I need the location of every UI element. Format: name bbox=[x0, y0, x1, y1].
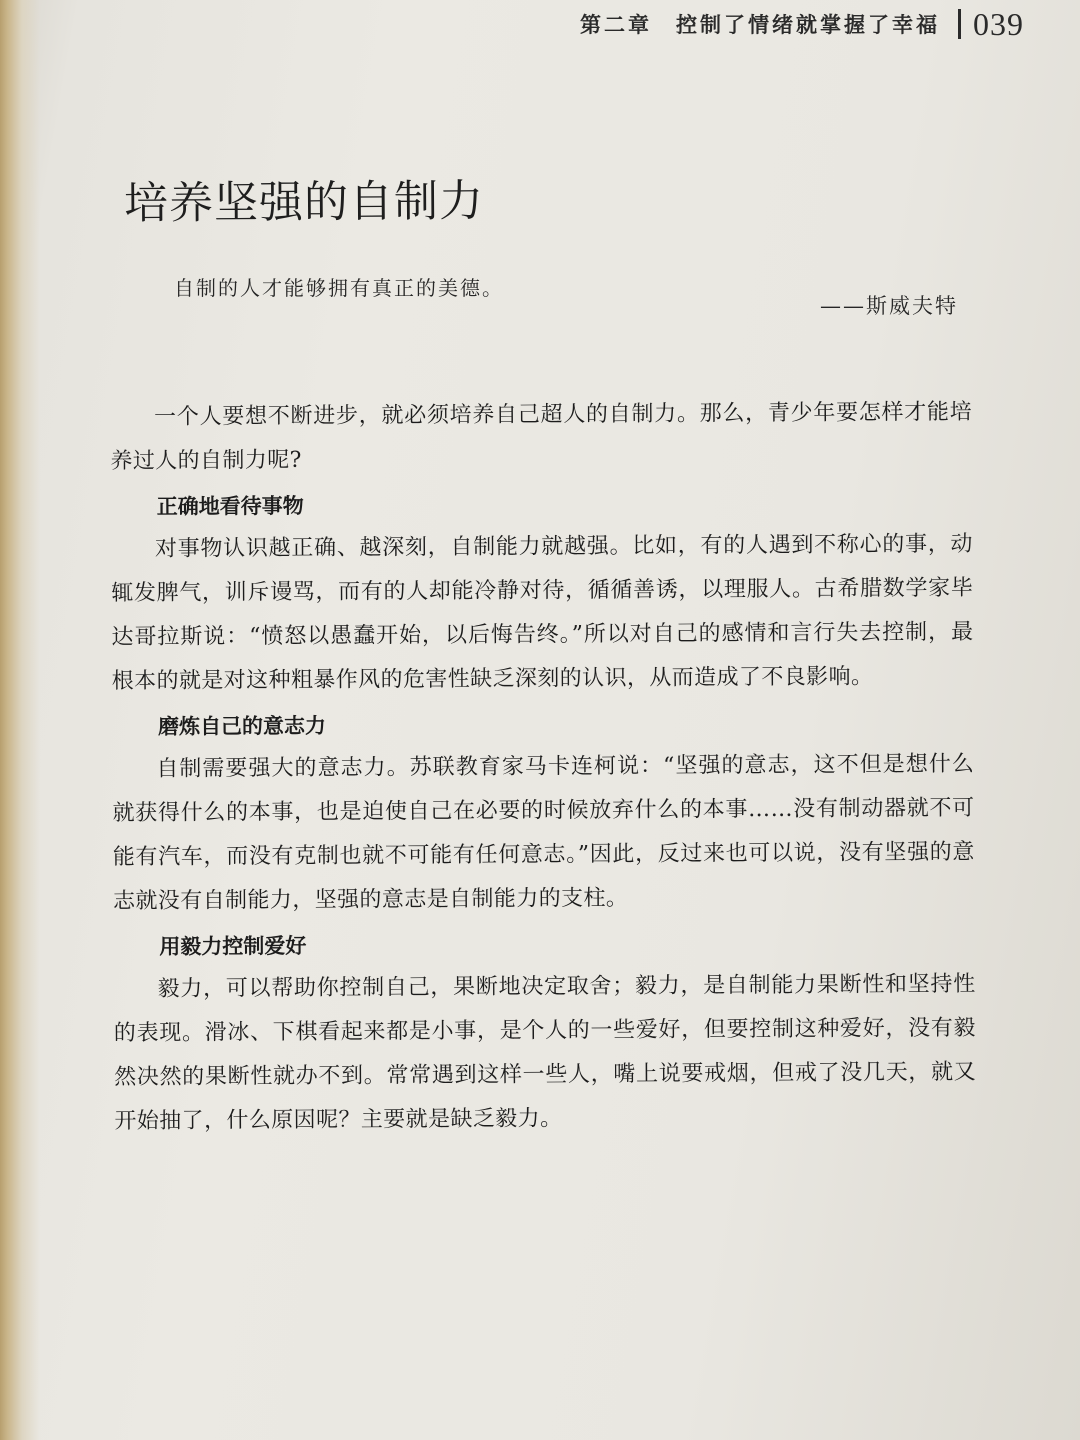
section-heading: 用毅力控制爱好 bbox=[159, 933, 307, 959]
epigraph-quote: 自制的人才能够拥有真正的美德。 bbox=[174, 276, 504, 300]
article-body bbox=[110, 391, 977, 1144]
section-paragraph: 毅力，可以帮助你控制自己，果断地决定取舍；毅力，是自制能力果断性和坚持性的表现。滑冰、下棋看起来都是小事，是个人的一些爱好，但要控制这种爱好，没有毅然决然的果断性就办不到。常常遇到这样一些人，嘴上说要戒烟，但戒了没几天，就又开始抽了，什么原因呢？主要就是缺乏毅力。 bbox=[113, 971, 977, 1134]
header-divider bbox=[958, 9, 961, 39]
chapter-title: 第二章 控制了情绪就掌握了幸福 bbox=[580, 12, 940, 37]
article-title: 培养坚强的自制力 bbox=[123, 175, 485, 230]
running-header bbox=[580, 4, 1024, 44]
intro-paragraph: 一个人要想不断进步，就必须培养自己超人的自制力。那么，青少年要怎样才能培养过人的自制力呢? bbox=[110, 399, 973, 474]
book-spine-gutter bbox=[0, 0, 40, 1440]
section-heading: 磨炼自己的意志力 bbox=[157, 713, 327, 739]
page-number: 039 bbox=[973, 5, 1024, 42]
epigraph-attribution: ——斯威夫特 bbox=[820, 294, 958, 318]
section-paragraph: 对事物认识越正确、越深刻，自制能力就越强。比如，有的人遇到不称心的事，动辄发脾气，训斥谩骂，而有的人却能冷静对待，循循善诱，以理服人。古希腊数学家毕达哥拉斯说：“愤怒以愚蠢开始，以后悔告终。”所以对自己的感情和言行失去控制，最根本的就是对这种粗暴作风的危害性缺乏深刻的认识，从而造成了不良影响。 bbox=[111, 531, 974, 694]
section-heading: 正确地看待事物 bbox=[156, 493, 304, 519]
section-paragraph: 自制需要强大的意志力。苏联教育家马卡连柯说：“坚强的意志，这不但是想什么就获得什么的本事，也是迫使自己在必要的时候放弃什么的本事……没有制动器就不可能有汽车，而没有克制也就不可能有任何意志。”因此，反过来也可以说，没有坚强的意志就没有自制能力，坚强的意志是自制能力的支柱。 bbox=[112, 751, 975, 914]
